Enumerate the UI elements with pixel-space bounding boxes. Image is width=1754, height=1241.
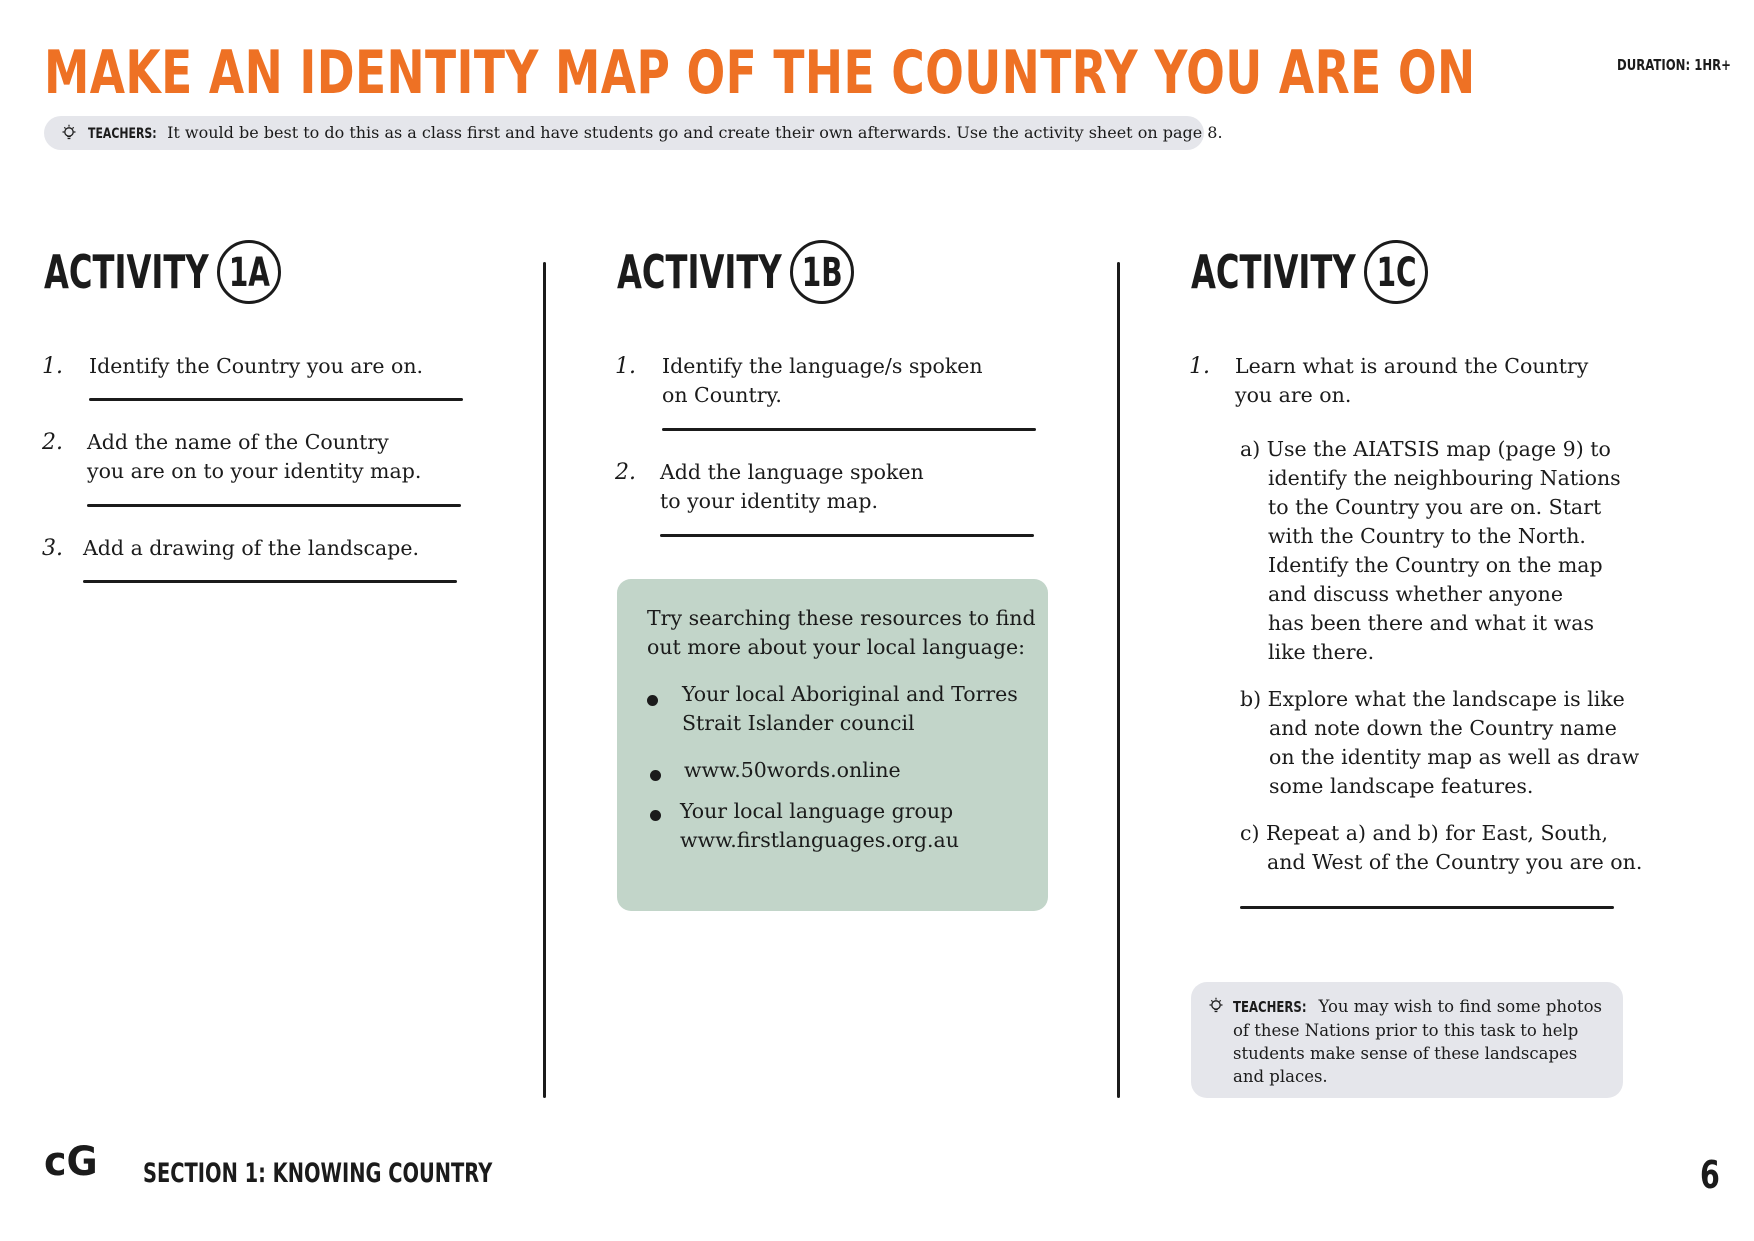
step-text: Identify the Country you are on.	[89, 354, 424, 378]
activity-word: ACTIVITY	[617, 245, 782, 299]
activity-badge	[1364, 240, 1428, 304]
section-title: SECTION 1: KNOWING COUNTRY	[143, 1158, 493, 1189]
step-number: 1.	[615, 354, 636, 379]
substep-text: like there.	[1268, 640, 1375, 664]
bullet-icon	[650, 770, 661, 781]
step-number: 2.	[615, 460, 636, 485]
activity-1c-heading	[1191, 240, 1428, 304]
step-text: to your identity map.	[660, 489, 878, 513]
write-line[interactable]	[1240, 906, 1614, 909]
teachers-tip-body: You may wish to find some photos of these Nations prior to this task to help students make sense of these landscapes and places.	[1233, 997, 1603, 1086]
step-text: Identify the language/s spoken	[662, 354, 983, 378]
bullet-icon	[650, 810, 661, 821]
substep-text: identify the neighbouring Nations	[1268, 466, 1621, 490]
activity-badge	[217, 240, 281, 304]
teachers-tip-banner	[44, 116, 1223, 150]
activity-word: ACTIVITY	[44, 245, 209, 299]
step-number: 3.	[42, 536, 63, 561]
column-divider-right	[1117, 262, 1120, 1098]
step-text: Learn what is around the Country	[1235, 354, 1589, 378]
substep-text: and discuss whether anyone	[1268, 582, 1563, 606]
substep-text: c) Repeat a) and b) for East, South,	[1240, 821, 1608, 845]
substep-text: b) Explore what the landscape is like	[1240, 687, 1625, 711]
activity-1b-heading	[617, 240, 854, 304]
substep-text: to the Country you are on. Start	[1268, 495, 1602, 519]
step-number: 1.	[1189, 354, 1210, 379]
substep-text: a) Use the AIATSIS map (page 9) to	[1240, 437, 1611, 461]
resource-item: Your local language group	[680, 799, 954, 823]
page-number: 6	[1700, 1153, 1720, 1197]
step-text: on Country.	[662, 383, 782, 407]
resources-intro: out more about your local language:	[647, 635, 1025, 659]
resources-intro: Try searching these resources to find	[647, 606, 1036, 630]
step-number: 2.	[42, 430, 63, 455]
teachers-label: TEACHERS:	[1233, 998, 1307, 1016]
duration-label: DURATION: 1HR+	[1617, 56, 1731, 74]
resource-link[interactable]: www.50words.online	[684, 758, 901, 782]
activity-badge-text: 1B	[801, 250, 843, 296]
write-line[interactable]	[87, 504, 461, 507]
lightbulb-icon	[60, 123, 78, 143]
substep-text: on the identity map as well as draw	[1269, 745, 1640, 769]
write-line[interactable]	[83, 580, 457, 583]
substep-text: and note down the Country name	[1269, 716, 1617, 740]
bullet-icon	[647, 695, 658, 706]
resource-link[interactable]: www.firstlanguages.org.au	[680, 828, 959, 852]
write-line[interactable]	[89, 398, 463, 401]
resource-item: Your local Aboriginal and Torres	[682, 682, 1018, 706]
step-text: you are on.	[1235, 383, 1352, 407]
activity-badge-text: 1A	[228, 250, 270, 296]
activity-word: ACTIVITY	[1191, 245, 1356, 299]
write-line[interactable]	[662, 428, 1036, 431]
activity-badge	[790, 240, 854, 304]
substep-text: some landscape features.	[1269, 774, 1534, 798]
teachers-tip-text	[88, 123, 1223, 144]
write-line[interactable]	[660, 534, 1034, 537]
step-text: you are on to your identity map.	[87, 459, 422, 483]
substep-text: Identify the Country on the map	[1268, 553, 1603, 577]
teachers-tip-text	[1233, 995, 1611, 1088]
step-number: 1.	[42, 354, 63, 379]
lightbulb-icon	[1207, 996, 1225, 1016]
cg-logo: cG	[44, 1139, 98, 1185]
teachers-label: TEACHERS:	[88, 125, 157, 142]
activity-1a-heading	[44, 240, 281, 304]
substep-text: and West of the Country you are on.	[1267, 850, 1643, 874]
substep-text: with the Country to the North.	[1268, 524, 1586, 548]
substep-text: has been there and what it was	[1268, 611, 1594, 635]
step-text: Add the name of the Country	[87, 430, 389, 454]
step-text: Add a drawing of the landscape.	[83, 536, 420, 560]
page-title: MAKE AN IDENTITY MAP OF THE COUNTRY YOU ARE ON	[44, 38, 1476, 108]
teachers-tip-body: It would be best to do this as a class first and have students go and create their own afterwards. Use the activity sheet on page 8.	[167, 122, 1223, 142]
step-text: Add the language spoken	[660, 460, 924, 484]
column-divider-left	[543, 262, 546, 1098]
resource-item: Strait Islander council	[682, 711, 915, 735]
teachers-tip-box	[1191, 982, 1623, 1098]
activity-badge-text: 1C	[1376, 250, 1417, 296]
